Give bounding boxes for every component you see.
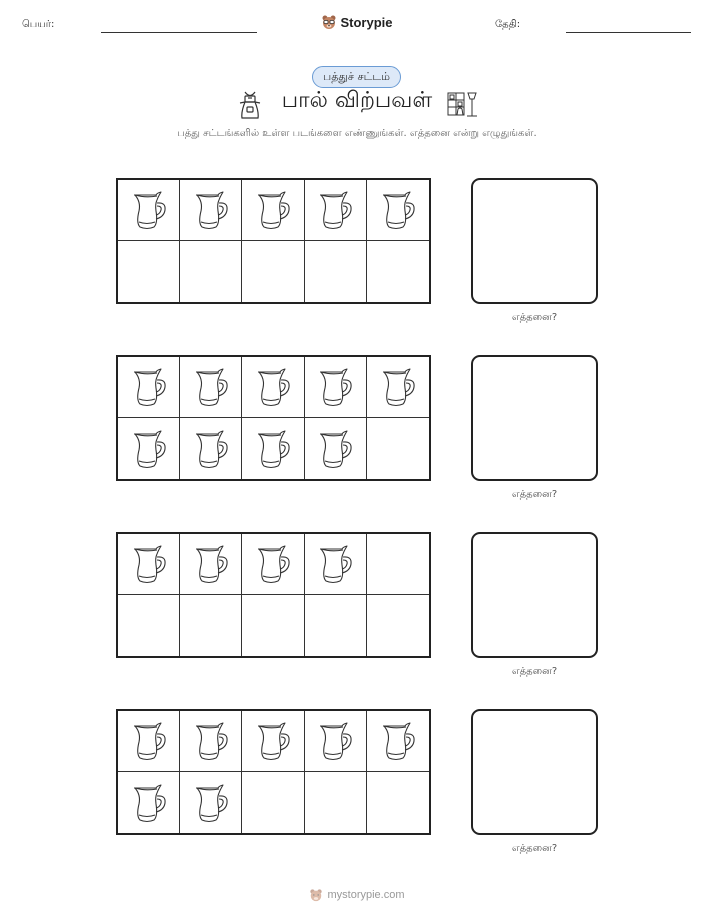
- frame-cell: [367, 711, 429, 772]
- answer-label-2: எத்தனை?: [511, 489, 558, 500]
- frame-cell: [118, 711, 180, 772]
- milk-jug-icon: [254, 366, 292, 408]
- bear-mascot-icon: [321, 14, 337, 30]
- frame-cell: [367, 241, 429, 302]
- date-line[interactable]: [566, 32, 691, 33]
- milk-jug-icon: [192, 189, 230, 231]
- frame-cell: [180, 772, 242, 833]
- milk-jug-icon: [130, 720, 168, 762]
- milk-jug-icon: [192, 543, 230, 585]
- footer-url: mystorypie.com: [327, 889, 405, 901]
- milk-stall-icon: [446, 89, 478, 119]
- milk-jug-icon: [379, 366, 417, 408]
- brand-logo: [0, 14, 714, 34]
- milk-jug-icon: [316, 189, 354, 231]
- answer-box-4[interactable]: [471, 709, 598, 835]
- frame-cell: [180, 595, 242, 656]
- frame-cell: [367, 772, 429, 833]
- frame-cell: [118, 357, 180, 418]
- frame-cell: [367, 180, 429, 241]
- topic-badge: பத்துச் சட்டம்: [312, 66, 401, 88]
- frame-cell: [118, 595, 180, 656]
- milk-jug-icon: [192, 720, 230, 762]
- milk-jug-icon: [254, 720, 292, 762]
- milk-jug-icon: [130, 189, 168, 231]
- frame-cell: [180, 711, 242, 772]
- frame-cell: [180, 357, 242, 418]
- answer-label-3: எத்தனை?: [511, 666, 558, 677]
- milk-jug-icon: [254, 543, 292, 585]
- frame-cell: [242, 418, 304, 479]
- frame-cell: [242, 711, 304, 772]
- frame-cell: [305, 357, 367, 418]
- frame-cell: [242, 534, 304, 595]
- frame-cell: [305, 180, 367, 241]
- frame-cell: [180, 534, 242, 595]
- page-title: பால் விற்பவள்: [281, 88, 433, 113]
- milk-jug-icon: [130, 366, 168, 408]
- date-label: தேதி:: [495, 19, 521, 30]
- answer-label-1: எத்தனை?: [511, 312, 558, 323]
- footer: [0, 887, 714, 906]
- bear-mascot-icon: [309, 888, 323, 902]
- frame-cell: [305, 534, 367, 595]
- name-label: பெயர்:: [22, 19, 55, 30]
- milk-jug-icon: [130, 782, 168, 824]
- milk-jug-icon: [316, 428, 354, 470]
- milk-jug-icon: [192, 782, 230, 824]
- ten-frame-1: [116, 178, 431, 304]
- frame-cell: [305, 241, 367, 302]
- frame-cell: [305, 711, 367, 772]
- answer-box-2[interactable]: [471, 355, 598, 481]
- frame-cell: [305, 595, 367, 656]
- milk-jug-icon: [316, 543, 354, 585]
- frame-cell: [180, 180, 242, 241]
- brand-name: Storypie: [340, 14, 393, 30]
- ten-frame-3: [116, 532, 431, 658]
- answer-label-4: எத்தனை?: [511, 843, 558, 854]
- frame-cell: [367, 534, 429, 595]
- frame-cell: [118, 534, 180, 595]
- milk-jug-icon: [316, 720, 354, 762]
- frame-cell: [118, 180, 180, 241]
- ten-frame-4: [116, 709, 431, 835]
- frame-cell: [118, 772, 180, 833]
- frame-cell: [180, 241, 242, 302]
- frame-cell: [367, 595, 429, 656]
- frame-cell: [118, 418, 180, 479]
- milk-jug-icon: [316, 366, 354, 408]
- frame-cell: [242, 180, 304, 241]
- ten-frame-2: [116, 355, 431, 481]
- answer-box-3[interactable]: [471, 532, 598, 658]
- frame-cell: [242, 772, 304, 833]
- milk-jug-icon: [130, 428, 168, 470]
- frame-cell: [242, 241, 304, 302]
- milk-jug-icon: [379, 720, 417, 762]
- frame-cell: [305, 418, 367, 479]
- instructions: பத்து சட்டங்களில் உள்ள படங்களை எண்ணுங்கள். எத்தனை என்று எழுதுங்கள்.: [177, 128, 537, 139]
- milk-jug-icon: [192, 428, 230, 470]
- milk-jug-icon: [254, 189, 292, 231]
- milk-jug-icon: [379, 189, 417, 231]
- frame-cell: [305, 772, 367, 833]
- milk-jug-icon: [130, 543, 168, 585]
- frame-cell: [118, 241, 180, 302]
- milk-jug-icon: [192, 366, 230, 408]
- frame-cell: [367, 357, 429, 418]
- milk-jug-icon: [254, 428, 292, 470]
- frame-cell: [242, 357, 304, 418]
- frame-cell: [242, 595, 304, 656]
- answer-box-1[interactable]: [471, 178, 598, 304]
- frame-cell: [367, 418, 429, 479]
- frame-cell: [180, 418, 242, 479]
